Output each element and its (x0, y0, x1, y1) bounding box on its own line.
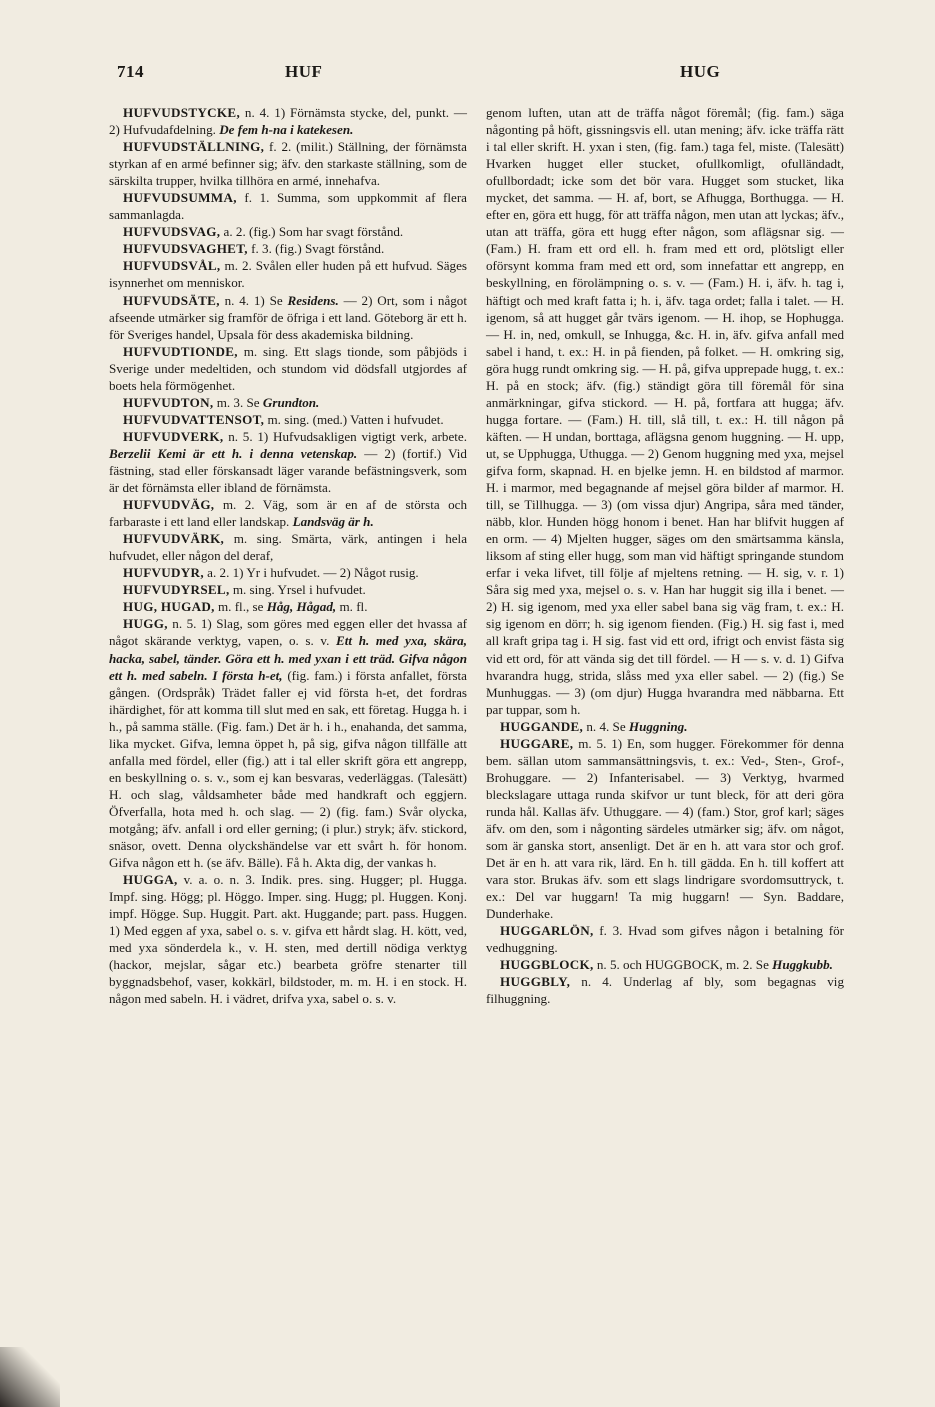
headword: HUGGBLY, (500, 974, 571, 990)
example-phrase: Landsväg är h. (292, 514, 374, 530)
headword: HUGGANDE, (500, 718, 584, 734)
left-column (109, 104, 467, 1007)
example-phrase: Huggning. (628, 718, 688, 734)
example-phrase: Berzelii Kemi är ett h. i denna vetenskap. (109, 445, 358, 461)
definition-text: m. 5. 1) En, som hugger. Förekommer för denna bem. sällan utom sammansättningsvis, t. ex.: Ved-, Sten-, Grof-, Brohuggare. — 2) Infanterisabel. — 3) Verktyg, hvarmed bleckslagare uttaga runda skifvor ur tunt bleck, för att deri göra runda hål. Kallas äfv. Uthuggare. — 4) (fam.) Stor, grof karl; säges äfv. om den, som i någonting särdeles utmärker sig; äfv. om något, som är ganska stort, ansenligt. Det är en h. att vara stor och grof. Det är en h. att vara rik, lärd. En h. till gädda. En h. till koffert att vara stor. Brukas äfv. som ett slags lindrigare svordomsuttryck, t. ex.: Del var huggarn! Ta mig huggarn! — Syn. Baddare, Dunderhake. (486, 735, 844, 922)
headword: HUFVUDSUMMA, (123, 190, 237, 206)
dictionary-entry (109, 496, 467, 530)
definition-text: f. 1. Summa, som uppkommit af flera sammanlagda. (109, 190, 467, 223)
headword: HUGGA, (123, 872, 178, 888)
dictionary-entry (109, 428, 467, 496)
page-number: 714 (117, 62, 144, 81)
scan-shadow (0, 1347, 60, 1407)
definition-text: m. sing. Ett slags tionde, som påbjöds i Sverige under medeltiden, och stundom vid dödsfall utgjordes af boets hela förmögenhet. (109, 343, 467, 393)
headword: HUFVUDVATTENSOT, (123, 411, 265, 427)
dictionary-entry (109, 564, 467, 581)
definition-tail: (fig. fam.) i första anfallet, första gången. (Ordspråk) Trädet faller ej vid första h-et, det fordras ihärdighet, för att komma till slut med en sak, ett företag. Hugga h. i h., på samma ställe. (Fig. fam.) Det är h. i h., enahanda, det samma, lika mycket. Gifva, lemna öppet h, på sig, gifva någon tillfälle att anfalla med fördel, eller (fig.) att i tal eller skrift göra ett angrepp, en beskyllning o. s. v., som ej kan besvaras, vederläggas. (Talesätt) H. och slag, våldsamheter både med handkraft och eggjern. Öfverfalla, hota med h. och slag. — 2) (fig. fam.) Svår olycka, motgång; äfv. anfall i ord eller gerning; (i plur.) stryk; äfv. stickord, snäsor, ovett. Denna olyckshändelse var ett svårt h. för honom. Gifva någon ett h. (se äfv. Bälle). Få h. Akta dig, der vankas h. (109, 667, 467, 871)
headword: HUG, HUGAD, (123, 599, 215, 615)
definition-text: n. 5. 1) Hufvudsakligen vigtigt verk, arbete. (223, 428, 467, 444)
dictionary-entry (109, 871, 467, 1007)
headword: HUGG, (123, 616, 168, 632)
dictionary-entry (486, 973, 844, 1007)
dictionary-entry (109, 530, 467, 564)
running-head-right: HUG (680, 62, 721, 81)
dictionary-entry (109, 615, 467, 871)
definition-text: m. sing. (med.) Vatten i hufvudet. (264, 411, 444, 427)
definition-text: f. 3. (fig.) Svagt förstånd. (247, 241, 385, 257)
headword: HUFVUDYRSEL, (123, 582, 230, 598)
headword: HUFVUDVÄG, (123, 497, 215, 513)
example-phrase: De fem h-na i katekesen. (219, 122, 354, 138)
dictionary-entry (109, 104, 467, 138)
definition-tail: — 2) (fortif.) Vid fästning, stad eller förskansadt läger varande befästningsverk, som är det förnämsta eller ibland de förnämsta. (109, 445, 467, 496)
dictionary-entry (109, 240, 467, 257)
dictionary-entry (486, 718, 844, 735)
definition-text: n. 4. 1) Förnämsta stycke, del, punkt. — 2) Hufvudafdelning. (109, 105, 467, 138)
example-phrase: Grundton. (262, 394, 320, 410)
running-head-left: HUF (285, 62, 323, 81)
headword: HUGGARLÖN, (500, 923, 594, 939)
definition-text: a. 2. (fig.) Som har svagt förstånd. (220, 224, 404, 240)
definition-tail: — 2) Ort, som i något afseende utmärker sig framför de öfriga i ett land. Göteborg är ett h. för Sveriges handel, Upsala för dess akademiska bildning. (109, 292, 467, 342)
right-column (486, 104, 844, 1007)
definition-text: v. a. o. n. 3. Indik. pres. sing. Hugger; pl. Hugga. Impf. sing. Högg; pl. Höggo. Imper. sing. Hugg; pl. Huggen. Konj. impf. Högge. Sup. Huggit. Part. akt. Huggande; part. pass. Huggen. 1) Med eggen af yxa, sabel o. s. v. gifva ett hårdt slag. H. kött, ved, med yxa sönderdela k., v. H. sten, med dertill nödiga verktyg (hackor, mejslar, sågar etc.) bearbeta gröfre stenarter till byggnadsbehof, vaser, kokkärl, bildstoder, m. m. H. i en stock. H. någon med sabeln. H. i vädret, drifva yxa, sabel o. s. v. (109, 872, 467, 1007)
definition-text: f. 3. Hvad som gifves någon i betalning för vedhuggning. (486, 923, 844, 956)
dictionary-entry (109, 257, 467, 291)
definition-text: m. 3. Se (213, 394, 263, 410)
headword: HUGGBLOCK, (500, 957, 594, 973)
definition-text: n. 5. 1) Slag, som göres med eggen eller det hvassa af något skärande verktyg, vapen, o. s. v. (109, 616, 467, 649)
dictionary-entry (109, 223, 467, 240)
headword: HUGGARE, (500, 735, 574, 751)
headword: HUFVUDSTYCKE, (123, 105, 241, 120)
definition-text: f. 2. (milit.) Ställning, der förnämsta styrkan af en armé befinner sig; äfv. den starkaste ställning, som de särskilta trupper, hvilka tillhöra en armé, innehafva. (109, 139, 467, 189)
example-phrase: Residens. (287, 292, 339, 308)
example-phrase: Håg, Hågad, (266, 599, 337, 615)
dictionary-entry (109, 394, 467, 411)
dictionary-entry (486, 104, 844, 718)
definition-text: genom luften, utan att de träffa något föremål; (fig. fam.) säga någonting på höft, gissningsvis ell. utan mening; äfv. icke träffa rätt i tal eller skrift. H. yxan i sten, (fig. fam.) taga fel, miste. (Talesätt) Hvarken hugget eller stucket, ofullkomligt, ofulländadt, ofullbordadt; icke som det bör vara. Hugget som stucket, lika mycket, det samma. — H. af, bort, se Afhugga, Borthugga. — H. efter en, göra ett hugg, för att träffa någon, men utan att lyckas; äfv., utan att träffa, göra ett hugg efter någon, som aflägsnar sig. — (Fam.) H. fram ett ord ell. h. fram med ett ord, plötsligt eller oförsynt komma fram med ett ord, som innefattar ett angrepp, en beskyllning, en förolämpning o. s. v. — (Fam.) H. i, äfv. h. tag i, häftigt och med kraft fatta i; h. i, äfv. taga ordet; falla i talet. — H. igenom, så att hugget går tvärs igenom. — H. ihop, se Hophugga. — H. in, ned, omkull, se Inhugga, &c. H. in, äfv. gifva anfall med sabel i hand, t. ex.: H. in på fienden, på folket. — H. omkring sig, göra hugg rundt omkring sig. — H. på, gifva upprepade hugg, t. ex.: H. på en stock; äfv. (fig.) ständigt göra till föremål för sina anmärkningar, gifva stickord. — H. på, fortfara att hugga; äfv. hugga fortare. — (Fam.) H. till, slå till, t. ex.: H. till någon på käften. — H undan, borttaga, aflägsna genom huggning. — H. upp, ut, se Upphugga, Uthugga. — 2) Genom huggning med yxa, mejsel gifva form, skapnad. H. en bjelke jemn. H. en bildstod af marmor. H. i marmor, med begagnande af mejsel göra bilder af marmor. H. till, se Tillhugga. — 3) (om vissa djur) Angripa, såra med tänder, näbb, klor. Hunden högg honom i benet. Han har blifvit huggen af en orm. — 4) Mjelten hugger, säges om den smärtsamma känsla, liksom af sting eller hugg, som man vid häftigt springande stundom erfar i veka lifvet, till följe af mjeltens retning. — H. sig, v. r. 1) Såra sig med yxa, mejsel o. s. v. Han har huggit sig illa i benet. — 2) H. sig igenom, med yxa eller sabel bana sig väg fram, t. ex.: H. sig igenom en dörr; h. sig igenom fienden. (Fig.) H. sig fast i, med all kraft gripa tag i. H sig. fast vid ett ord, ifrigt och envist fästa sig vid ett ord, för att vända sig det till fördel. — H — s. v. d. 1) Gifva hvarandra hugg, strida, slåss med yxa eller sabel. — 2) (fig.) Se Munhuggas. — 3) (om djur) Hugga hvarandra med näbbarna. Ett par tuppar, som h. (486, 105, 844, 717)
dictionary-entry (486, 735, 844, 923)
definition-text: m. sing. Smärta, värk, antingen i hela hufvudet, eller någon del deraf, (109, 531, 467, 564)
headword: HUFVUDVÄRK, (123, 531, 225, 547)
definition-text: n. 5. och HUGGBOCK, m. 2. Se (593, 957, 773, 973)
headword: HUFVUDTIONDE, (123, 343, 238, 359)
dictionary-entry (109, 581, 467, 598)
headword: HUFVUDSVAGHET, (123, 241, 248, 257)
dictionary-entry (109, 598, 467, 615)
definition-text: m. 2. Väg, som är en af de största och farbaraste i ett land eller landskap. (109, 497, 467, 530)
definition-tail: m. fl. (336, 599, 368, 615)
definition-text: n. 4. Underlag af bly, som begagnas vig filhuggning. (486, 974, 844, 1007)
headword: HUFVUDSTÄLLNING, (123, 139, 265, 155)
definition-text: a. 2. 1) Yr i hufvudet. — 2) Något rusig. (203, 565, 419, 581)
dictionary-entry (109, 411, 467, 428)
definition-text: n. 4. Se (583, 718, 629, 734)
dictionary-entry (486, 922, 844, 956)
headword: HUFVUDVERK, (123, 428, 224, 444)
headword: HUFVUDTON, (123, 394, 214, 410)
dictionary-entry (109, 292, 467, 343)
headword: HUFVUDYR, (123, 565, 204, 581)
headword: HUFVUDSÄTE, (123, 292, 220, 308)
headword: HUFVUDSVAG, (123, 224, 221, 240)
headword: HUFVUDSVÅL, (123, 258, 221, 274)
definition-text: n. 4. 1) Se (219, 292, 288, 308)
example-phrase: Ett h. med yxa, skära, hacka, sabel, tänder. Göra ett h. med yxan i ett träd. Gifva någon ett h. med sabeln. I första h-et, (109, 633, 467, 683)
dictionary-entry (109, 138, 467, 189)
dictionary-entry (109, 189, 467, 223)
example-phrase: Huggkubb. (772, 957, 833, 973)
definition-text: m. sing. Yrsel i hufvudet. (229, 582, 366, 598)
definition-text: m. fl., se (214, 599, 267, 615)
dictionary-entry (109, 343, 467, 394)
definition-text: m. 2. Svålen eller huden på ett hufvud. Säges isynnerhet om menniskor. (109, 258, 467, 291)
dictionary-entry (486, 956, 844, 973)
